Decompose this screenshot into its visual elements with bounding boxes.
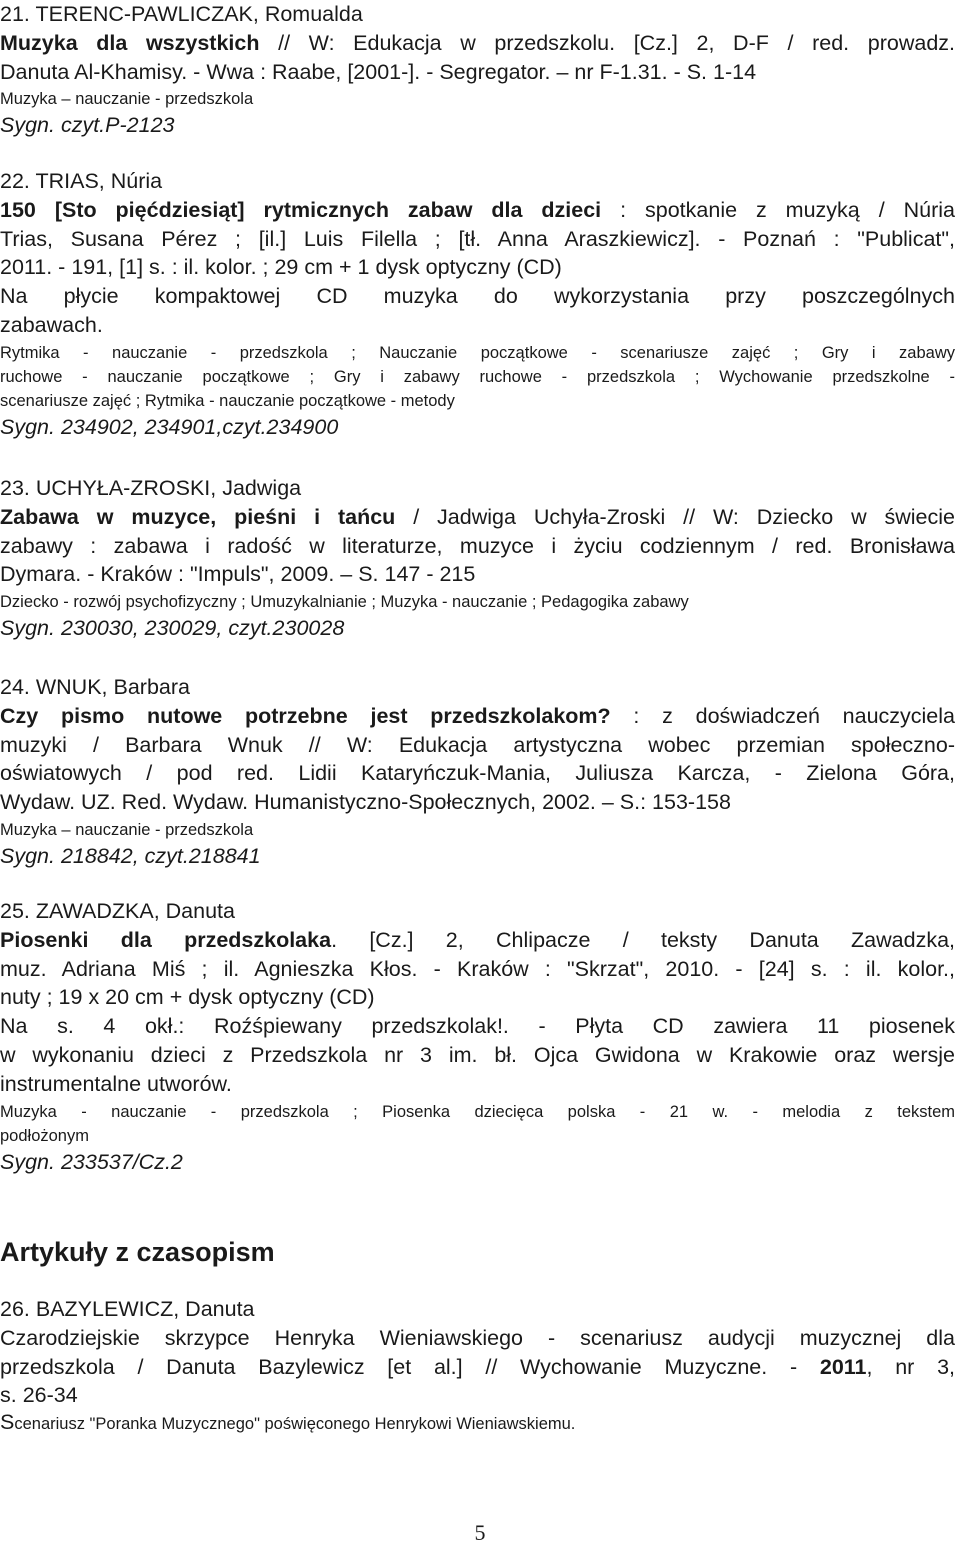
entry-description: oświatowych / pod red. Lidii Kataryńczuk-Mania, Juliusza Karcza, - Zielona Góra, xyxy=(0,761,955,786)
entry-description: s. 26-34 xyxy=(0,1383,78,1408)
entry-description: Piosenki dla przedszkolaka. [Cz.] 2, Chlipacze / teksty Danuta Zawadzka, xyxy=(0,927,956,952)
entry-24 xyxy=(0,673,955,871)
entry-description: przedszkola / Danuta Bazylewicz [et al.] // Wychowanie Muzyczne. - 2011, nr 3, xyxy=(0,1354,956,1379)
entry-description: Czarodziejskie skrzypce Henryka Wieniawskiego - scenariusz audycji muzycznej dla xyxy=(0,1325,955,1350)
entry-description: 150 [Sto pięćdziesiąt] rytmicznych zabaw dla dzieci : spotkanie z muzyką / Núria xyxy=(0,197,955,222)
entry-subjects: Muzyka – nauczanie - przedszkola xyxy=(0,820,254,839)
entry-23 xyxy=(0,474,955,643)
entry-26 xyxy=(0,1295,955,1436)
entry-22 xyxy=(0,167,955,442)
entry-signature: Sygn. 218842, czyt.218841 xyxy=(0,843,261,868)
entry-title: 150 [Sto pięćdziesiąt] rytmicznych zabaw dla dzieci xyxy=(0,197,602,222)
entry-note: zabawach. xyxy=(0,312,103,337)
entry-description: muzyki / Barbara Wnuk // W: Edukacja artystyczna wobec przemian społeczno- xyxy=(0,732,955,757)
entry-note: Na s. 4 okł.: Roźśpiewany przedszkolak!. - Płyta CD zawiera 11 piosenek xyxy=(0,1014,955,1039)
entry-title: Zabawa w muzyce, pieśni i tańcu xyxy=(0,504,396,529)
section-heading: Artykuły z czasopism xyxy=(0,1237,275,1267)
entry-note: Na płycie kompaktowej CD muzyka do wykorzystania przy poszczególnych xyxy=(0,284,955,309)
entry-description: Muzyka dla wszystkich // W: Edukacja w przedszkolu. [Cz.] 2, D-F / red. prowadz. xyxy=(0,30,955,55)
entry-note: Scenariusz "Poranka Muzycznego" poświęconego Henrykowi Wieniawskiemu. xyxy=(0,1410,576,1435)
entry-subjects: podłożonym xyxy=(0,1126,89,1145)
entry-subjects: scenariusze zajęć ; Rytmika - nauczanie początkowe - metody xyxy=(0,391,455,410)
entry-heading: 25. ZAWADZKA, Danuta xyxy=(0,899,235,923)
entry-signature: Sygn. czyt.P-2123 xyxy=(0,113,175,138)
entry-subjects: Rytmika - nauczanie - przedszkola ; Nauczanie początkowe - scenariusze zajęć ; Gry i zabawy xyxy=(0,343,955,362)
entry-note: w wykonaniu dzieci z Przedszkola nr 3 im. bł. Ojca Gwidona w Krakowie oraz wersje xyxy=(0,1042,955,1067)
entry-heading: 26. BAZYLEWICZ, Danuta xyxy=(0,1297,255,1321)
entry-21 xyxy=(0,0,955,140)
entry-title: Muzyka dla wszystkich xyxy=(0,30,260,55)
entry-description: 2011. - 191, [1] s. : il. kolor. ; 29 cm + 1 dysk optyczny (CD) xyxy=(0,255,562,280)
entry-description: muz. Adriana Miś ; il. Agnieszka Kłos. - Kraków : "Skrzat", 2010. - [24] s. : il. kolor., xyxy=(0,956,955,981)
entry-title: Piosenki dla przedszkolaka xyxy=(0,927,332,952)
entry-description: Trias, Susana Pérez ; [il.] Luis Filella ; [tł. Anna Araszkiewicz]. - Poznań : "Publicat", xyxy=(0,226,955,251)
entry-subjects: Dziecko - rozwój psychofizyczny ; Umuzykalnianie ; Muzyka - nauczanie ; Pedagogika zabawy xyxy=(0,593,689,612)
entry-subjects: ruchowe - nauczanie początkowe ; Gry i zabawy ruchowe - przedszkola ; Wychowanie przedszkolne - xyxy=(0,367,955,386)
entry-description: Dymara. - Kraków : "Impuls", 2009. – S. 147 - 215 xyxy=(0,562,476,587)
entry-description: zabawy : zabawa i radość w literaturze, muzyce i życiu codziennym / red. Bronisława xyxy=(0,533,955,558)
entry-note: instrumentalne utworów. xyxy=(0,1071,232,1096)
entry-title: Czy pismo nutowe potrzebne jest przedszkolakom? xyxy=(0,703,611,728)
entry-signature: Sygn. 234902, 234901,czyt.234900 xyxy=(0,414,339,439)
entry-description: Czy pismo nutowe potrzebne jest przedszkolakom? : z doświadczeń nauczyciela xyxy=(0,703,955,728)
entry-signature: Sygn. 230030, 230029, czyt.230028 xyxy=(0,616,345,641)
entry-subjects: Muzyka - nauczanie - przedszkola ; Piosenka dziecięca polska - 21 w. - melodia z tekstem xyxy=(0,1102,955,1121)
page-number: 5 xyxy=(474,1520,486,1545)
entry-description: Wydaw. UZ. Red. Wydaw. Humanistyczno-Społecznych, 2002. – S.: 153-158 xyxy=(0,790,731,815)
entry-25 xyxy=(0,897,955,1176)
entry-heading: 22. TRIAS, Núria xyxy=(0,169,163,193)
entry-description: Danuta Al-Khamisy. - Wwa : Raabe, [2001-]. - Segregator. – nr F-1.31. - S. 1-14 xyxy=(0,59,757,84)
entry-heading: 23. UCHYŁA-ZROSKI, Jadwiga xyxy=(0,476,302,500)
entry-description: Zabawa w muzyce, pieśni i tańcu / Jadwiga Uchyła-Zroski // W: Dziecko w świecie xyxy=(0,504,955,529)
entry-signature: Sygn. 233537/Cz.2 xyxy=(0,1149,183,1174)
entry-description: nuty ; 19 x 20 cm + dysk optyczny (CD) xyxy=(0,985,375,1010)
entry-heading: 21. TERENC-PAWLICZAK, Romualda xyxy=(0,2,363,26)
entry-heading: 24. WNUK, Barbara xyxy=(0,675,190,699)
entry-subjects: Muzyka – nauczanie - przedszkola xyxy=(0,90,254,109)
